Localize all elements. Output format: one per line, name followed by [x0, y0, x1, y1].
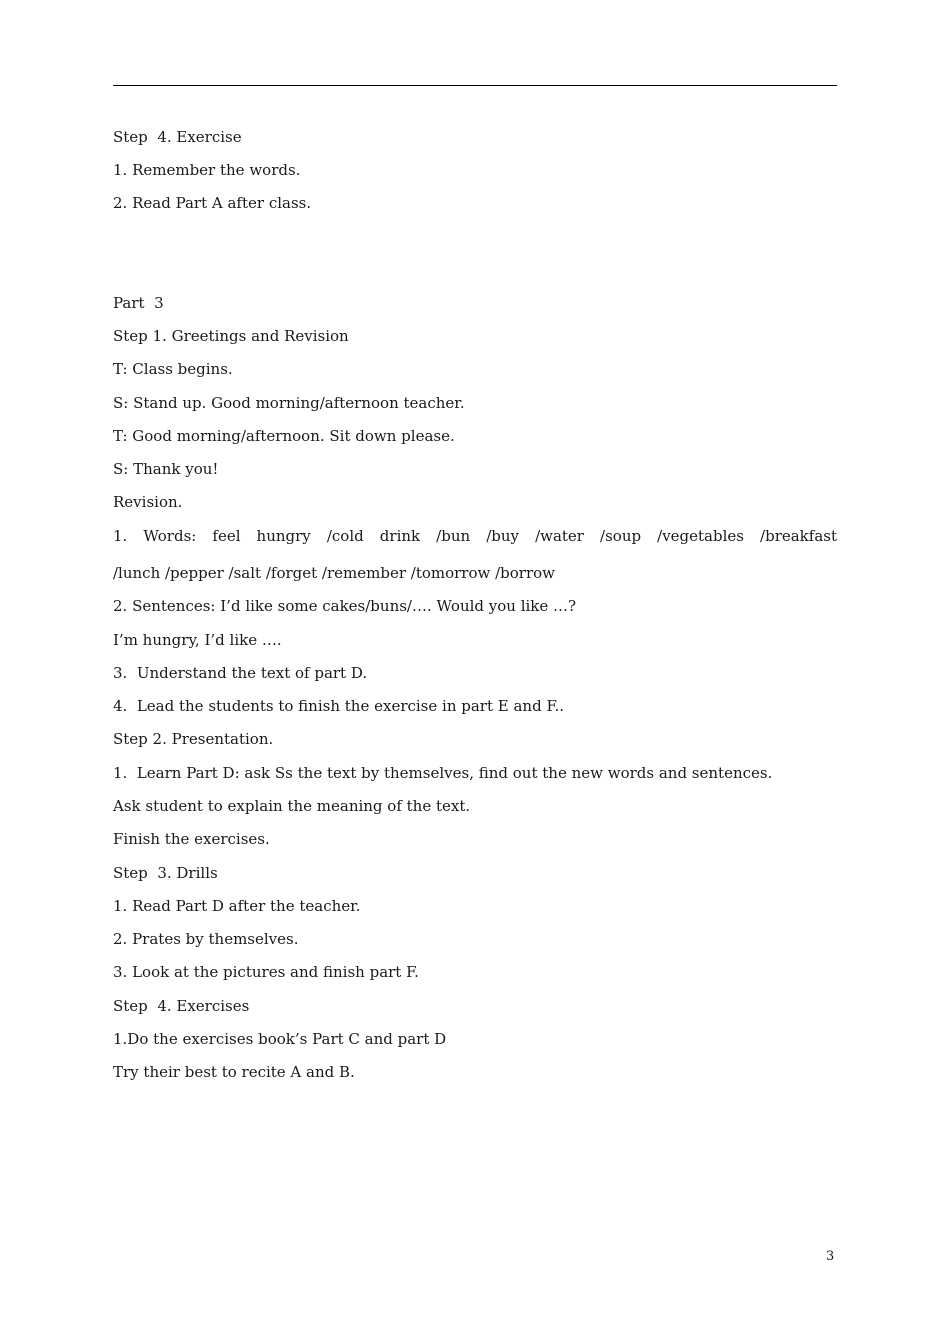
step-3-item-3: 3. Look at the pictures and finish part F.: [113, 963, 419, 981]
step-2-item-1: 1. Learn Part D: ask Ss the text by themselves, find out the new words and sentences.: [113, 764, 773, 782]
step-4-exercises-heading: Step 4. Exercises: [113, 997, 250, 1015]
revision-item-4: 4. Lead the students to finish the exercise in part E and F..: [113, 697, 565, 715]
revision-item-2: 2. Sentences: I’d like some cakes/buns/…. Would you like …?: [113, 597, 577, 615]
header-rule: [113, 85, 837, 86]
revision-item-2-continued: I’m hungry, I’d like ….: [113, 631, 282, 649]
step-2-item-1-continued: Ask student to explain the meaning of the text.: [113, 797, 471, 815]
part-3-heading: Part 3: [113, 294, 164, 312]
step-4-exercises-item-2: Try their best to recite A and B.: [113, 1063, 355, 1081]
step-3-item-1: 1. Read Part D after the teacher.: [113, 897, 361, 915]
step-1-heading: Step 1. Greetings and Revision: [113, 327, 349, 345]
step-3-item-2: 2. Prates by themselves.: [113, 930, 299, 948]
step-4-item-2: 2. Read Part A after class.: [113, 194, 312, 212]
dialogue-line: T: Class begins.: [113, 360, 233, 378]
step-4-item-1: 1. Remember the words.: [113, 161, 301, 179]
revision-heading: Revision.: [113, 493, 183, 511]
dialogue-line: S: Stand up. Good morning/afternoon teacher.: [113, 394, 465, 412]
dialogue-line: S: Thank you!: [113, 460, 219, 478]
dialogue-line: T: Good morning/afternoon. Sit down please.: [113, 427, 455, 445]
step-2-heading: Step 2. Presentation.: [113, 730, 274, 748]
step-3-heading: Step 3. Drills: [113, 864, 218, 882]
revision-item-3: 3. Understand the text of part D.: [113, 664, 368, 682]
revision-item-1-continued: /lunch /pepper /salt /forget /remember /tomorrow /borrow: [113, 564, 556, 582]
step-2-item-2: Finish the exercises.: [113, 830, 270, 848]
page-number: 3: [826, 1249, 835, 1264]
step-4-heading: Step 4. Exercise: [113, 128, 242, 146]
step-4-exercises-item-1: 1.Do the exercises book’s Part C and part D: [113, 1030, 447, 1048]
revision-item-1: 1. Words: feel hungry /cold drink /bun /buy /water /soup /vegetables /breakfast: [113, 527, 837, 545]
